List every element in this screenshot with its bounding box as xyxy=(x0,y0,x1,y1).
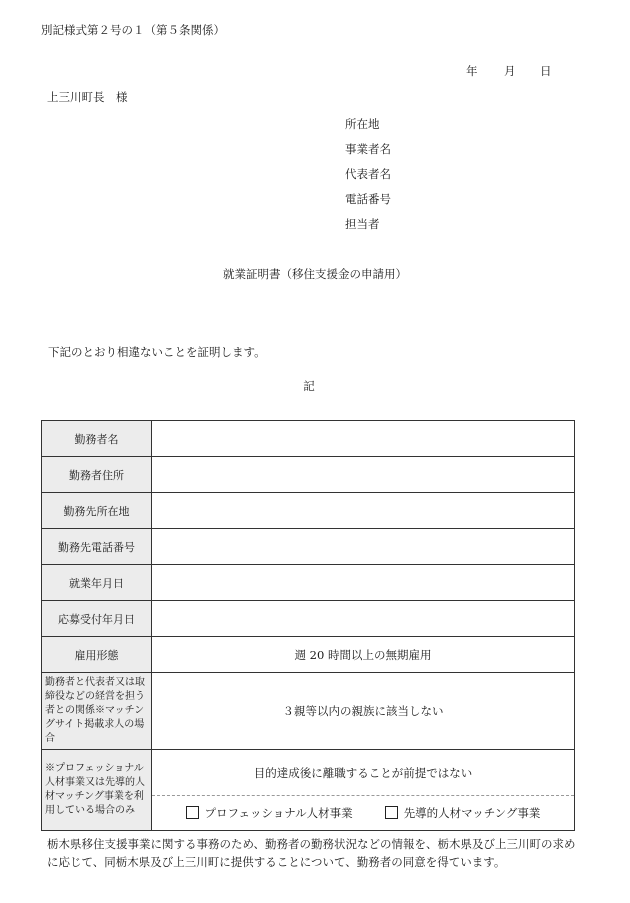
employment-date-field[interactable] xyxy=(152,565,575,601)
row-label-employment-type: 雇用形態 xyxy=(42,637,152,673)
application-date-field[interactable] xyxy=(152,601,575,637)
row-label-worker-name: 勤務者名 xyxy=(42,421,152,457)
professional-value: 目的達成後に離職することが前提ではない xyxy=(152,751,574,796)
row-label-workplace-phone: 勤務先電話番号 xyxy=(42,529,152,565)
row-label-relation: 勤務者と代表者又は取締役などの経営を担う者との関係※マッチングサイト掲載求人の場合 xyxy=(42,673,152,750)
option-professional-label: プロフェッショナル人材事業 xyxy=(204,805,353,820)
table-row xyxy=(42,637,575,673)
row-label-application-date: 応募受付年月日 xyxy=(42,601,152,637)
certifier-company-label: 事業者名 xyxy=(345,142,391,156)
table-row xyxy=(42,493,575,529)
employment-type-value: 週 20 時間以上の無期雇用 xyxy=(152,637,575,673)
option-leading-matching-label: 先導的人材マッチング事業 xyxy=(403,805,541,820)
date-month-label: 月 xyxy=(504,64,516,78)
matching-options xyxy=(152,796,574,830)
table-row xyxy=(42,421,575,457)
table-row xyxy=(42,457,575,493)
certifier-phone-label: 電話番号 xyxy=(345,192,391,206)
date-day-label: 日 xyxy=(540,64,552,78)
row-label-workplace-address: 勤務先所在地 xyxy=(42,493,152,529)
table-row xyxy=(42,565,575,601)
date-year-label: 年 xyxy=(466,64,478,78)
relation-value: ３親等以内の親族に該当しない xyxy=(152,673,575,750)
table-row xyxy=(42,601,575,637)
worker-address-field[interactable] xyxy=(152,457,575,493)
addressee: 上三川町長 様 xyxy=(47,90,128,104)
checkbox-icon[interactable] xyxy=(186,806,199,819)
workplace-address-field[interactable] xyxy=(152,493,575,529)
certificate-table xyxy=(41,420,575,831)
ki-heading: 記 xyxy=(303,379,315,393)
row-label-worker-address: 勤務者住所 xyxy=(42,457,152,493)
table-row xyxy=(42,750,575,831)
document-title: 就業証明書（移住支援金の申請用） xyxy=(223,267,407,281)
workplace-phone-field[interactable] xyxy=(152,529,575,565)
row-label-professional: ※プロフェッショナル人材事業又は先導的人材マッチング事業を利用している場合のみ xyxy=(42,750,152,831)
table-row xyxy=(42,673,575,750)
certifier-address-label: 所在地 xyxy=(345,117,380,131)
worker-name-field[interactable] xyxy=(152,421,575,457)
professional-cell xyxy=(152,750,575,831)
certifier-contact-label: 担当者 xyxy=(345,217,380,231)
consent-footnote: 栃木県移住支援事業に関する事務のため、勤務者の勤務状況などの情報を、栃木県及び上三川町の求めに応じて、同栃木県及び上三川町に提供することについて、勤務者の同意を得ています。 xyxy=(47,837,576,869)
certifier-representative-label: 代表者名 xyxy=(345,167,391,181)
form-number: 別記様式第２号の１（第５条関係） xyxy=(41,23,225,37)
option-professional[interactable] xyxy=(186,805,353,821)
checkbox-icon[interactable] xyxy=(385,806,398,819)
intro-text: 下記のとおり相違ないことを証明します。 xyxy=(48,345,266,359)
option-leading-matching[interactable] xyxy=(385,805,541,821)
row-label-employment-date: 就業年月日 xyxy=(42,565,152,601)
table-row xyxy=(42,529,575,565)
